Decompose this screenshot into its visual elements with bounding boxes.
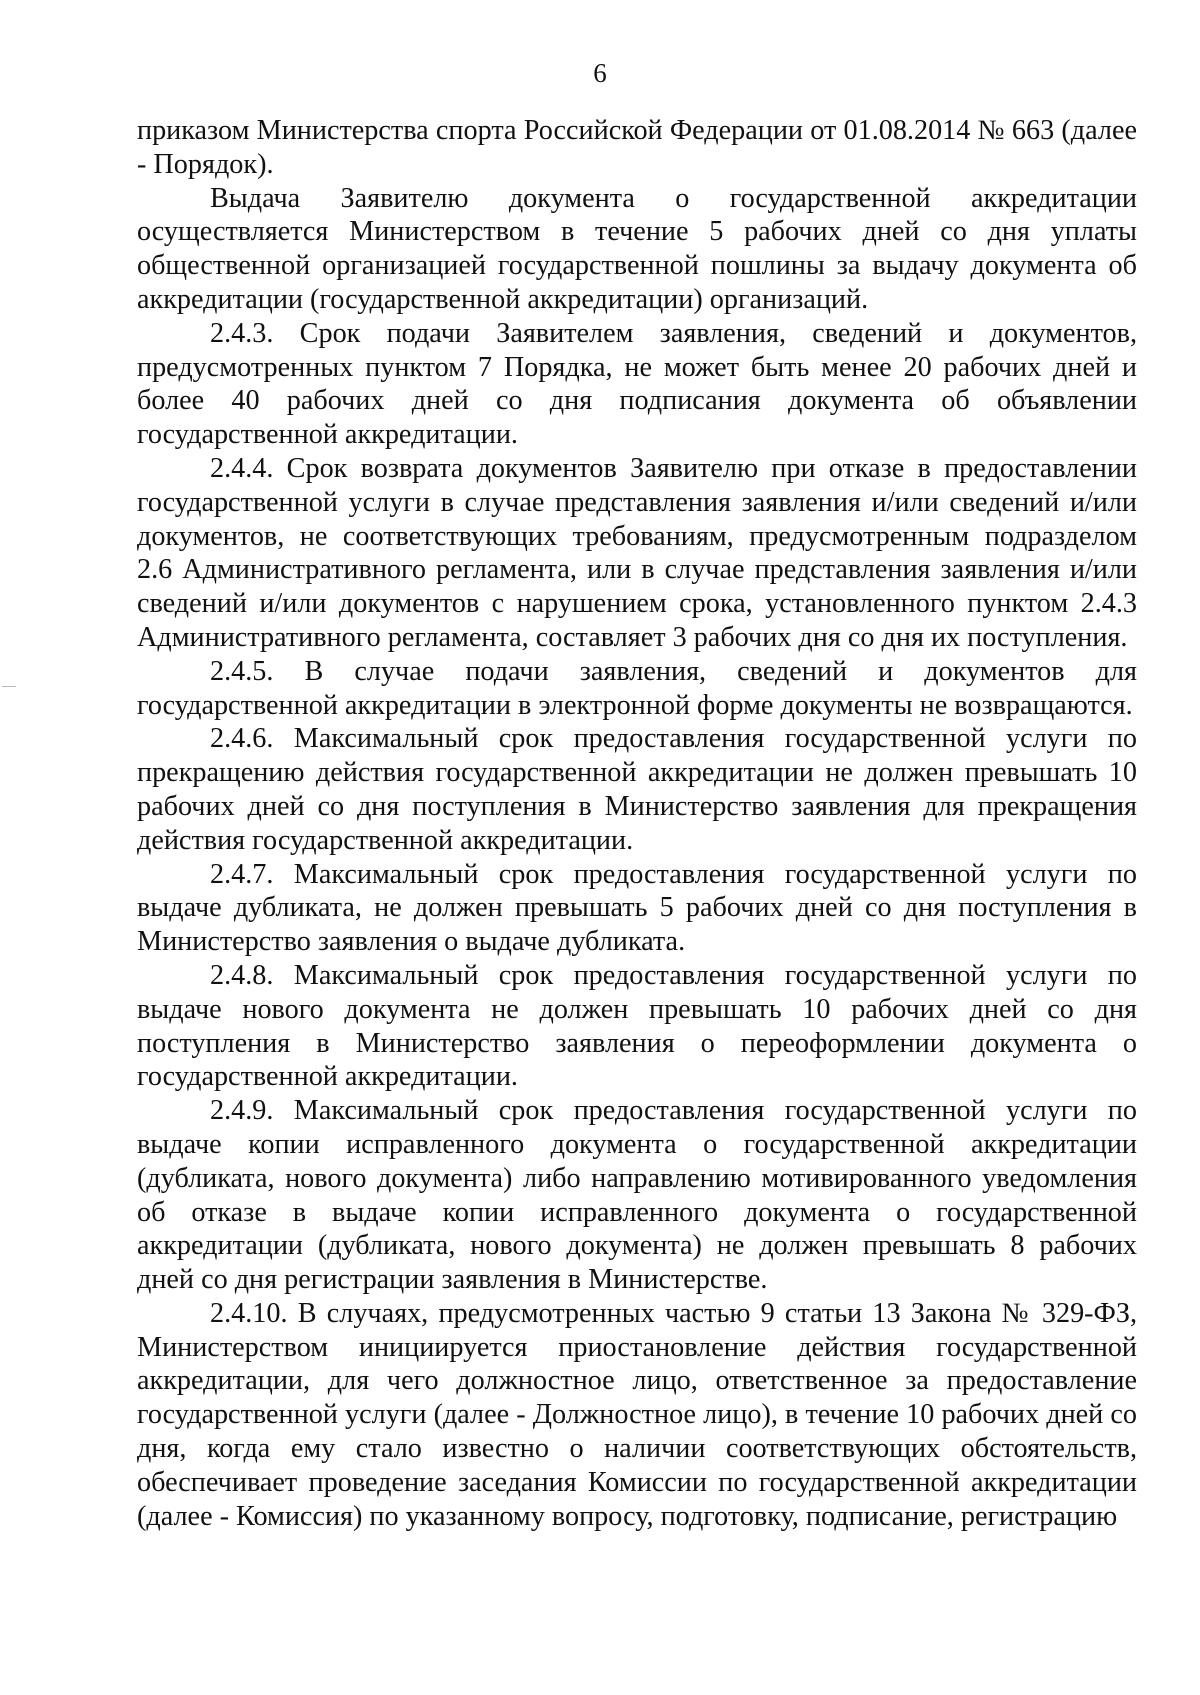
paragraph-2-4-5: 2.4.5. В случае подачи заявления, сведений и документов для государственной аккредитации в электронной форме документы не возвращаются. (137, 655, 1137, 721)
paragraph-2-4-10: 2.4.10. В случаях, предусмотренных частью 9 статьи 13 Закона № 329-ФЗ, Министерством инициируется приостановление действия государственной аккредитации, для чего должностное лицо, ответственное за предоставление государственной услуги (далее - Должностное лицо), в течение 10 рабочих дней со дня, когда ему стало известно о наличии соответствующих обстоятельств, обеспечивает проведение заседания Комиссии по государственной аккредитации (далее - Комиссия) по указанному вопросу, подготовку, подписание, регистрацию (137, 1297, 1137, 1532)
page-number: 6 (593, 58, 607, 88)
paragraph-2-4-8: 2.4.8. Максимальный срок предоставления государственной услуги по выдаче нового документа не должен превышать 10 рабочих дней со дня поступления в Министерство заявления о переоформлении документа о государственной аккредитации. (137, 959, 1137, 1093)
paragraph-2-4-4: 2.4.4. Срок возврата документов Заявителю при отказе в предоставлении государственной услуги в случае представления заявления и/или сведений и/или документов, не соответствующих требованиям, предусмотренным подразделом 2.6 Административного регламента, или в случае представления заявления и/или сведений и/или документов с нарушением срока, установленного пунктом 2.4.3 Административного регламента, составляет 3 рабочих дня со дня их поступления. (137, 452, 1137, 653)
paragraph-continuation: приказом Министерства спорта Российской Федерации от 01.08.2014 № 663 (далее - Порядок). (137, 115, 1137, 180)
paragraph-2-4-6: 2.4.6. Максимальный срок предоставления государственной услуги по прекращению действия государственной аккредитации не должен превышать 10 рабочих дней со дня поступления в Министерство заявления для прекращения действия государственной аккредитации. (137, 723, 1137, 856)
document-body (137, 114, 1137, 1533)
paragraph-2-4-7: 2.4.7. Максимальный срок предоставления государственной услуги по выдаче дубликата, не должен превышать 5 рабочих дней со дня поступления в Министерство заявления о выдаче дубликата. (137, 858, 1137, 958)
paragraph-2-4-3: 2.4.3. Срок подачи Заявителем заявления, сведений и документов, предусмотренных пунктом 7 Порядка, не может быть менее 20 рабочих дней и более 40 рабочих дней со дня подписания документа об объявлении государственной аккредитации. (137, 317, 1137, 451)
paragraph-2-4-9: 2.4.9. Максимальный срок предоставления государственной услуги по выдаче копии исправленного документа о государственной аккредитации (дубликата, нового документа) либо направлению мотивированного уведомления об отказе в выдаче копии исправленного документа о государственной аккредитации (дубликата, нового документа) не должен превышать 8 рабочих дней со дня регистрации заявления в Министерстве. (137, 1095, 1137, 1296)
margin-mark (2, 686, 16, 687)
paragraph-issuance: Выдача Заявителю документа о государственной аккредитации осуществляется Министерством в течение 5 рабочих дней со дня уплаты общественной организацией государственной пошлины за выдачу документа об аккредитации (государственной аккредитации) организаций. (137, 182, 1137, 315)
